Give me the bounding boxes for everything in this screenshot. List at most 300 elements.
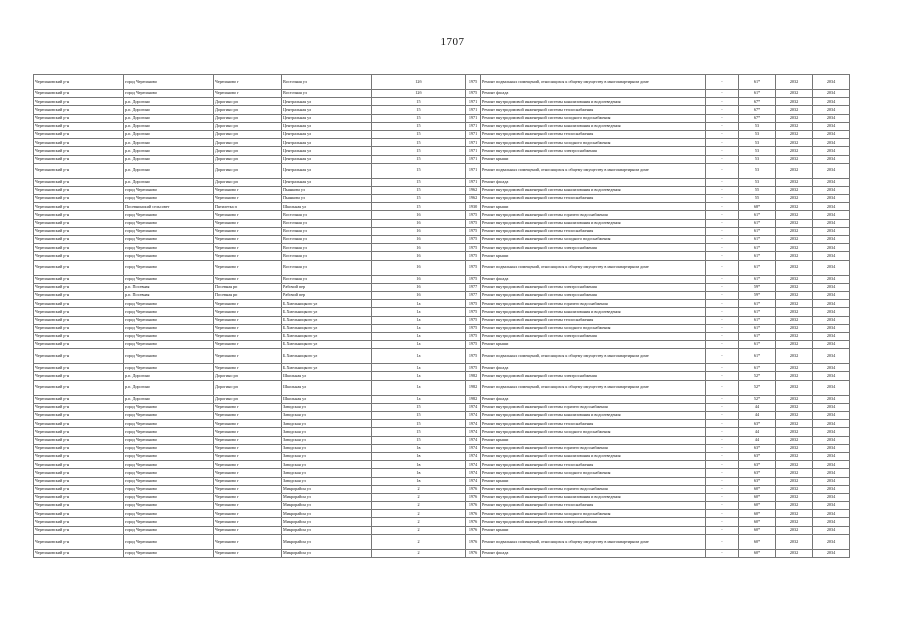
index-cell: 44 (739, 412, 776, 420)
dash-cell: - (706, 477, 739, 485)
locality-cell: Черепаново г (214, 444, 282, 452)
index-cell: 53 (739, 155, 776, 163)
settlement-cell: р.п. Дорогино (124, 122, 214, 130)
dash-cell: - (706, 341, 739, 349)
dash-cell: - (706, 444, 739, 452)
house-number-cell: 16 (372, 236, 466, 244)
table-row (34, 502, 850, 510)
build-year-cell: 1971 (466, 178, 481, 186)
build-year-cell: 1974 (466, 436, 481, 444)
street-cell: Микрорайон ул (282, 502, 372, 510)
table-row (34, 130, 850, 138)
end-year-cell: 2034 (813, 178, 850, 186)
table-row (34, 477, 850, 485)
locality-cell: Черепаново г (214, 469, 282, 477)
index-cell: 61* (739, 75, 776, 90)
house-number-cell: 12б (372, 90, 466, 98)
house-number-cell: 16 (372, 275, 466, 283)
build-year-cell: 1974 (466, 428, 481, 436)
dash-cell: - (706, 364, 739, 372)
dash-cell: - (706, 502, 739, 510)
index-cell: 59* (739, 291, 776, 299)
end-year-cell: 2034 (813, 219, 850, 227)
table-row (34, 364, 850, 372)
locality-cell: Дорогино рп (214, 395, 282, 403)
table-row (34, 452, 850, 460)
locality-cell: Черепаново г (214, 244, 282, 252)
district-cell: Черепановский р-н (34, 155, 124, 163)
house-number-cell: 15 (372, 195, 466, 203)
start-year-cell: 2032 (776, 485, 813, 493)
work-type-cell: Ремонт внутридомовой инженерной системы теплоснабжения (481, 227, 706, 235)
district-cell: Черепановский р-н (34, 275, 124, 283)
district-cell: Черепановский р-н (34, 227, 124, 235)
start-year-cell: 2032 (776, 395, 813, 403)
start-year-cell: 2032 (776, 260, 813, 275)
index-cell: 61* (739, 90, 776, 98)
table-row (34, 106, 850, 114)
locality-cell: Черепаново г (214, 428, 282, 436)
start-year-cell: 2032 (776, 316, 813, 324)
index-cell: 63* (739, 420, 776, 428)
street-cell: Восточная ул (282, 90, 372, 98)
table-row (34, 139, 850, 147)
build-year-cell: 1976 (466, 518, 481, 526)
work-type-cell: Ремонт внутридомовой инженерной системы холодного водоснабжения (481, 324, 706, 332)
settlement-cell: р.п. Дорогино (124, 178, 214, 186)
locality-cell: Черепаново г (214, 403, 282, 411)
end-year-cell: 2034 (813, 395, 850, 403)
dash-cell: - (706, 219, 739, 227)
locality-cell: Черепаново г (214, 332, 282, 340)
settlement-cell: город Черепаново (124, 308, 214, 316)
table-row (34, 403, 850, 411)
house-number-cell: 15 (372, 147, 466, 155)
settlement-cell: город Черепаново (124, 260, 214, 275)
end-year-cell: 2034 (813, 227, 850, 235)
work-type-cell: Ремонт подвальных помещений, относящихся к общему имуществу в многоквартирном доме (481, 380, 706, 395)
locality-cell: Черепаново г (214, 518, 282, 526)
house-number-cell: 15 (372, 155, 466, 163)
build-year-cell: 1982 (466, 380, 481, 395)
house-number-cell: 1в (372, 452, 466, 460)
index-cell: 61* (739, 364, 776, 372)
table-row (34, 236, 850, 244)
house-number-cell: 1в (372, 444, 466, 452)
district-cell: Черепановский р-н (34, 436, 124, 444)
start-year-cell: 2032 (776, 227, 813, 235)
settlement-cell: город Черепаново (124, 493, 214, 501)
end-year-cell: 2034 (813, 412, 850, 420)
work-type-cell: Ремонт крыши (481, 436, 706, 444)
house-number-cell: 15 (372, 428, 466, 436)
dash-cell: - (706, 534, 739, 549)
start-year-cell: 2032 (776, 203, 813, 211)
dash-cell: - (706, 308, 739, 316)
district-cell: Черепановский р-н (34, 372, 124, 380)
dash-cell: - (706, 236, 739, 244)
index-cell: 61* (739, 341, 776, 349)
settlement-cell: р.п. Дорогино (124, 98, 214, 106)
work-type-cell: Ремонт крыши (481, 155, 706, 163)
index-cell: 60* (739, 502, 776, 510)
work-type-cell: Ремонт внутридомовой инженерной системы теплоснабжения (481, 106, 706, 114)
dash-cell: - (706, 324, 739, 332)
district-cell: Черепановский р-н (34, 139, 124, 147)
work-type-cell: Ремонт внутридомовой инженерной системы теплоснабжения (481, 316, 706, 324)
build-year-cell: 1974 (466, 469, 481, 477)
locality-cell: Дорогино рп (214, 98, 282, 106)
street-cell: Центральная ул (282, 98, 372, 106)
end-year-cell: 2034 (813, 283, 850, 291)
work-type-cell: Ремонт внутридомовой инженерной системы электроснабжения (481, 147, 706, 155)
house-number-cell: 16 (372, 291, 466, 299)
work-type-cell: Ремонт внутридомовой инженерной системы горячего водоснабжения (481, 444, 706, 452)
settlement-cell: город Черепаново (124, 549, 214, 557)
locality-cell: Черепаново г (214, 195, 282, 203)
end-year-cell: 2034 (813, 518, 850, 526)
dash-cell: - (706, 380, 739, 395)
district-cell: Черепановский р-н (34, 130, 124, 138)
settlement-cell: город Черепаново (124, 364, 214, 372)
dash-cell: - (706, 300, 739, 308)
index-cell: 61* (739, 332, 776, 340)
locality-cell: Черепаново г (214, 75, 282, 90)
district-cell: Черепановский р-н (34, 316, 124, 324)
end-year-cell: 2034 (813, 244, 850, 252)
end-year-cell: 2034 (813, 195, 850, 203)
dash-cell: - (706, 252, 739, 260)
start-year-cell: 2032 (776, 444, 813, 452)
start-year-cell: 2032 (776, 130, 813, 138)
house-number-cell: 1а (372, 316, 466, 324)
index-cell: 63* (739, 477, 776, 485)
district-cell: Черепановский р-н (34, 114, 124, 122)
dash-cell: - (706, 493, 739, 501)
table-row (34, 372, 850, 380)
index-cell: 53 (739, 163, 776, 178)
street-cell: Восточная ул (282, 260, 372, 275)
index-cell: 60* (739, 526, 776, 534)
index-cell: 55 (739, 195, 776, 203)
street-cell: Б.Хмельницкого ул (282, 300, 372, 308)
dash-cell: - (706, 186, 739, 194)
street-cell: Восточная ул (282, 227, 372, 235)
end-year-cell: 2034 (813, 203, 850, 211)
end-year-cell: 2034 (813, 211, 850, 219)
table-row (34, 114, 850, 122)
house-number-cell: 1а (372, 332, 466, 340)
work-type-cell: Ремонт крыши (481, 526, 706, 534)
street-cell: Микрорайон ул (282, 493, 372, 501)
dash-cell: - (706, 178, 739, 186)
end-year-cell: 2034 (813, 502, 850, 510)
build-year-cell: 1975 (466, 349, 481, 364)
dash-cell: - (706, 147, 739, 155)
street-cell: Центральная ул (282, 106, 372, 114)
dash-cell: - (706, 114, 739, 122)
street-cell: Школьная ул (282, 203, 372, 211)
work-type-cell: Ремонт внутридомовой инженерной системы теплоснабжения (481, 461, 706, 469)
start-year-cell: 2032 (776, 324, 813, 332)
settlement-cell: город Черепаново (124, 316, 214, 324)
district-cell: Черепановский р-н (34, 341, 124, 349)
house-number-cell: 12б (372, 75, 466, 90)
start-year-cell: 2032 (776, 122, 813, 130)
district-cell: Черепановский р-н (34, 236, 124, 244)
table-row (34, 316, 850, 324)
dash-cell: - (706, 403, 739, 411)
build-year-cell: 1974 (466, 420, 481, 428)
dash-cell: - (706, 203, 739, 211)
street-cell: Школьная ул (282, 395, 372, 403)
table-row (34, 122, 850, 130)
table-row (34, 163, 850, 178)
index-cell: 55 (739, 186, 776, 194)
street-cell: Заводская ул (282, 428, 372, 436)
house-number-cell: 16 (372, 260, 466, 275)
dash-cell: - (706, 106, 739, 114)
house-number-cell: 1а (372, 308, 466, 316)
end-year-cell: 2034 (813, 493, 850, 501)
street-cell: Центральная ул (282, 114, 372, 122)
dash-cell: - (706, 526, 739, 534)
settlement-cell: город Черепаново (124, 252, 214, 260)
build-year-cell: 1975 (466, 244, 481, 252)
street-cell: Восточная ул (282, 252, 372, 260)
start-year-cell: 2032 (776, 155, 813, 163)
settlement-cell: р.п. Посевная (124, 291, 214, 299)
index-cell: 63* (739, 461, 776, 469)
table-row (34, 186, 850, 194)
build-year-cell: 1976 (466, 493, 481, 501)
settlement-cell: город Черепаново (124, 436, 214, 444)
work-type-cell: Ремонт внутридомовой инженерной системы холодного водоснабжения (481, 428, 706, 436)
street-cell: Центральная ул (282, 139, 372, 147)
house-number-cell: 15 (372, 203, 466, 211)
house-number-cell: 2 (372, 485, 466, 493)
work-type-cell: Ремонт внутридомовой инженерной системы холодного водоснабжения (481, 510, 706, 518)
street-cell: Б.Хмельницкого ул (282, 364, 372, 372)
index-cell: 60* (739, 518, 776, 526)
district-cell: Черепановский р-н (34, 502, 124, 510)
dash-cell: - (706, 75, 739, 90)
work-type-cell: Ремонт крыши (481, 252, 706, 260)
build-year-cell: 1971 (466, 163, 481, 178)
settlement-cell: город Черепаново (124, 244, 214, 252)
end-year-cell: 2034 (813, 300, 850, 308)
start-year-cell: 2032 (776, 219, 813, 227)
work-type-cell: Ремонт крыши (481, 341, 706, 349)
build-year-cell: 1976 (466, 526, 481, 534)
start-year-cell: 2032 (776, 534, 813, 549)
work-type-cell: Ремонт внутридомовой инженерной системы канализования и водоотведения (481, 186, 706, 194)
build-year-cell: 1976 (466, 549, 481, 557)
settlement-cell: город Черепаново (124, 227, 214, 235)
settlement-cell: город Черепаново (124, 75, 214, 90)
start-year-cell: 2032 (776, 341, 813, 349)
end-year-cell: 2034 (813, 332, 850, 340)
district-cell: Черепановский р-н (34, 485, 124, 493)
index-cell: 60* (739, 485, 776, 493)
build-year-cell: 1976 (466, 502, 481, 510)
work-type-cell: Ремонт фасада (481, 275, 706, 283)
house-number-cell: 15 (372, 130, 466, 138)
index-cell: 61* (739, 227, 776, 235)
start-year-cell: 2032 (776, 186, 813, 194)
table-row (34, 461, 850, 469)
build-year-cell: 1975 (466, 90, 481, 98)
build-year-cell: 1975 (466, 332, 481, 340)
start-year-cell: 2032 (776, 428, 813, 436)
locality-cell: Черепаново г (214, 324, 282, 332)
street-cell: Центральная ул (282, 122, 372, 130)
locality-cell: Черепаново г (214, 502, 282, 510)
start-year-cell: 2032 (776, 106, 813, 114)
house-number-cell: 15 (372, 186, 466, 194)
end-year-cell: 2034 (813, 122, 850, 130)
house-number-cell: 15 (372, 412, 466, 420)
end-year-cell: 2034 (813, 477, 850, 485)
locality-cell: Дорогино рп (214, 155, 282, 163)
end-year-cell: 2034 (813, 469, 850, 477)
settlement-cell: город Черепаново (124, 428, 214, 436)
table-row (34, 349, 850, 364)
end-year-cell: 2034 (813, 349, 850, 364)
locality-cell: Черепаново г (214, 477, 282, 485)
table-row (34, 332, 850, 340)
street-cell: Заводская ул (282, 444, 372, 452)
house-number-cell: 1а (372, 380, 466, 395)
dash-cell: - (706, 436, 739, 444)
street-cell: Школьная ул (282, 380, 372, 395)
house-number-cell: 1а (372, 300, 466, 308)
dash-cell: - (706, 510, 739, 518)
build-year-cell: 1976 (466, 534, 481, 549)
index-cell: 67* (739, 114, 776, 122)
settlement-cell: р.п. Дорогино (124, 130, 214, 138)
street-cell: Микрорайон ул (282, 485, 372, 493)
table-row (34, 300, 850, 308)
district-cell: Черепановский р-н (34, 395, 124, 403)
index-cell: 61* (739, 211, 776, 219)
table-row (34, 518, 850, 526)
build-year-cell: 1975 (466, 324, 481, 332)
locality-cell: Дорогино рп (214, 163, 282, 178)
house-number-cell: 16 (372, 252, 466, 260)
build-year-cell: 1971 (466, 114, 481, 122)
index-cell: 67* (739, 106, 776, 114)
start-year-cell: 2032 (776, 244, 813, 252)
end-year-cell: 2034 (813, 130, 850, 138)
district-cell: Черепановский р-н (34, 380, 124, 395)
end-year-cell: 2034 (813, 403, 850, 411)
build-year-cell: 1971 (466, 147, 481, 155)
settlement-cell: р.п. Дорогино (124, 106, 214, 114)
build-year-cell: 1975 (466, 300, 481, 308)
build-year-cell: 1974 (466, 444, 481, 452)
locality-cell: Черепаново г (214, 316, 282, 324)
house-number-cell: 1в (372, 461, 466, 469)
dash-cell: - (706, 139, 739, 147)
locality-cell: Черепаново г (214, 252, 282, 260)
street-cell: Микрорайон ул (282, 510, 372, 518)
start-year-cell: 2032 (776, 163, 813, 178)
table-row (34, 493, 850, 501)
table-row (34, 275, 850, 283)
street-cell: Б.Хмельницкого ул (282, 341, 372, 349)
end-year-cell: 2034 (813, 510, 850, 518)
start-year-cell: 2032 (776, 300, 813, 308)
house-number-cell: 16 (372, 219, 466, 227)
end-year-cell: 2034 (813, 372, 850, 380)
table-row (34, 155, 850, 163)
start-year-cell: 2032 (776, 252, 813, 260)
index-cell: 61* (739, 324, 776, 332)
table-row (34, 510, 850, 518)
locality-cell: Посевная рп (214, 291, 282, 299)
locality-cell: Черепаново г (214, 534, 282, 549)
table-row (34, 178, 850, 186)
end-year-cell: 2034 (813, 534, 850, 549)
index-cell: 63* (739, 452, 776, 460)
build-year-cell: 1975 (466, 364, 481, 372)
build-year-cell: 1975 (466, 236, 481, 244)
build-year-cell: 1975 (466, 211, 481, 219)
work-type-cell: Ремонт внутридомовой инженерной системы холодного водоснабжения (481, 114, 706, 122)
locality-cell: Черепаново г (214, 219, 282, 227)
build-year-cell: 1971 (466, 155, 481, 163)
street-cell: Восточная ул (282, 211, 372, 219)
district-cell: Черепановский р-н (34, 260, 124, 275)
page-number: 1707 (440, 36, 465, 48)
build-year-cell: 1974 (466, 452, 481, 460)
repair-schedule-table (33, 74, 850, 558)
work-type-cell: Ремонт внутридомовой инженерной системы электроснабжения (481, 291, 706, 299)
end-year-cell: 2034 (813, 526, 850, 534)
work-type-cell: Ремонт внутридомовой инженерной системы канализования и водоотведения (481, 452, 706, 460)
work-type-cell: Ремонт внутридомовой инженерной системы канализования и водоотведения (481, 493, 706, 501)
start-year-cell: 2032 (776, 75, 813, 90)
district-cell: Черепановский р-н (34, 364, 124, 372)
end-year-cell: 2034 (813, 260, 850, 275)
district-cell: Черепановский р-н (34, 291, 124, 299)
table-row (34, 549, 850, 557)
end-year-cell: 2034 (813, 275, 850, 283)
end-year-cell: 2034 (813, 341, 850, 349)
locality-cell: Дорогино рп (214, 130, 282, 138)
work-type-cell: Ремонт внутридомовой инженерной системы теплоснабжения (481, 130, 706, 138)
street-cell: Восточная ул (282, 275, 372, 283)
work-type-cell: Ремонт подвальных помещений, относящихся к общему имуществу в многоквартирном доме (481, 75, 706, 90)
district-cell: Черепановский р-н (34, 219, 124, 227)
end-year-cell: 2034 (813, 428, 850, 436)
settlement-cell: город Черепаново (124, 444, 214, 452)
end-year-cell: 2034 (813, 364, 850, 372)
settlement-cell: город Черепаново (124, 412, 214, 420)
build-year-cell: 1977 (466, 283, 481, 291)
district-cell: Черепановский р-н (34, 493, 124, 501)
settlement-cell: р.п. Дорогино (124, 163, 214, 178)
locality-cell: Черепаново г (214, 300, 282, 308)
street-cell: Микрорайон ул (282, 518, 372, 526)
index-cell: 61* (739, 275, 776, 283)
work-type-cell: Ремонт фасада (481, 364, 706, 372)
end-year-cell: 2034 (813, 316, 850, 324)
start-year-cell: 2032 (776, 452, 813, 460)
build-year-cell: 1976 (466, 485, 481, 493)
start-year-cell: 2032 (776, 412, 813, 420)
